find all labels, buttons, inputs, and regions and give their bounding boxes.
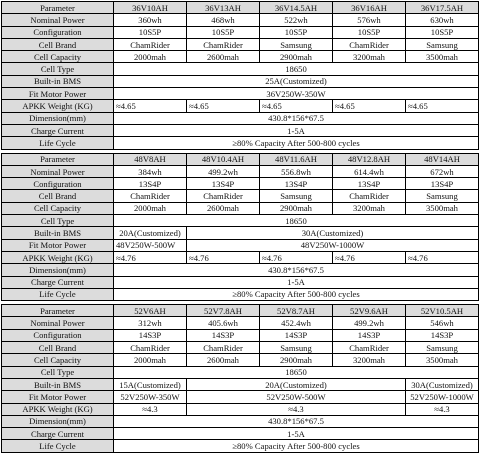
model-header: 36V10AH bbox=[114, 2, 187, 14]
model-header: 52V7.8AH bbox=[187, 305, 260, 317]
charge-current-row bbox=[2, 428, 479, 440]
weight-row bbox=[2, 403, 479, 415]
row-label: Cell Capacity bbox=[2, 202, 114, 214]
table-cell: 10S5P bbox=[187, 26, 260, 38]
table-cell: ChamRider bbox=[114, 38, 187, 50]
model-header: 48V14AH bbox=[406, 153, 479, 165]
table-header-row bbox=[2, 2, 479, 14]
param-header: Parameter bbox=[2, 305, 114, 317]
table-cell: Samsung bbox=[406, 342, 479, 354]
table-cell: 30A(Customized) bbox=[187, 227, 479, 239]
row-label: Dimension(mm) bbox=[2, 415, 114, 427]
table-cell: 18650 bbox=[114, 366, 479, 378]
param-header: Parameter bbox=[2, 153, 114, 165]
weight-row bbox=[2, 251, 479, 263]
row-label: Charge Current bbox=[2, 428, 114, 440]
table-cell: Samsung bbox=[260, 38, 333, 50]
nominal-power-row bbox=[2, 14, 479, 26]
table-cell: 10S5P bbox=[333, 26, 406, 38]
dimension-row bbox=[2, 264, 479, 276]
table-cell: 2600mah bbox=[187, 202, 260, 214]
table-cell: 2600mah bbox=[187, 51, 260, 63]
row-label: Cell Capacity bbox=[2, 51, 114, 63]
table-cell: 2900mah bbox=[260, 51, 333, 63]
table-cell: Samsung bbox=[406, 190, 479, 202]
table-cell: 52V250W-500W bbox=[187, 391, 406, 403]
table-cell: 2000mah bbox=[114, 354, 187, 366]
table-cell: ChamRider bbox=[114, 190, 187, 202]
table-cell: 499.2wh bbox=[187, 165, 260, 177]
table-cell: 672wh bbox=[406, 165, 479, 177]
spec-sheet bbox=[1, 1, 479, 453]
row-label: Dimension(mm) bbox=[2, 264, 114, 276]
motor-power-row bbox=[2, 88, 479, 100]
table-cell: 360wh bbox=[114, 14, 187, 26]
table-cell: 13S4P bbox=[260, 178, 333, 190]
table-cell: 20A(Customized) bbox=[187, 378, 406, 390]
table-cell: ChamRider bbox=[333, 190, 406, 202]
table-cell: ChamRider bbox=[187, 190, 260, 202]
table-cell: 499.2wh bbox=[333, 317, 406, 329]
model-header: 36V14.5AH bbox=[260, 2, 333, 14]
configuration-row bbox=[2, 178, 479, 190]
table-cell: 13S4P bbox=[187, 178, 260, 190]
cell-brand-row bbox=[2, 342, 479, 354]
table-cell: 2000mah bbox=[114, 51, 187, 63]
table-cell: 1-5A bbox=[114, 276, 479, 288]
model-header: 36V13AH bbox=[187, 2, 260, 14]
nominal-power-row bbox=[2, 165, 479, 177]
cell-capacity-row bbox=[2, 51, 479, 63]
cell-capacity-row bbox=[2, 202, 479, 214]
table-cell: 3200mah bbox=[333, 202, 406, 214]
row-label: Cell Brand bbox=[2, 38, 114, 50]
table-cell: 1-5A bbox=[114, 428, 479, 440]
table-header-row bbox=[2, 153, 479, 165]
table-cell: 14S3P bbox=[333, 329, 406, 341]
table-cell: ≥80% Capacity After 500-800 cycles bbox=[114, 137, 479, 149]
table-cell: 556.8wh bbox=[260, 165, 333, 177]
model-header: 48V12.8AH bbox=[333, 153, 406, 165]
table-cell: 36V250W-350W bbox=[114, 88, 479, 100]
table-cell: ≈4.65 bbox=[187, 100, 260, 112]
row-label: Dimension(mm) bbox=[2, 112, 114, 124]
table-cell: ≥80% Capacity After 500-800 cycles bbox=[114, 440, 479, 452]
table-cell: Samsung bbox=[406, 38, 479, 50]
table-cell: ≈4.76 bbox=[260, 251, 333, 263]
row-label: Cell Brand bbox=[2, 342, 114, 354]
row-label: Cell Capacity bbox=[2, 354, 114, 366]
table-cell: 468wh bbox=[187, 14, 260, 26]
table-cell: ≈4.76 bbox=[114, 251, 187, 263]
table-cell: Samsung bbox=[260, 342, 333, 354]
table-cell: 14S3P bbox=[406, 329, 479, 341]
table-cell: 10S5P bbox=[114, 26, 187, 38]
table-cell: ≈4.76 bbox=[333, 251, 406, 263]
model-header: 52V6AH bbox=[114, 305, 187, 317]
table-cell: ≈4.76 bbox=[406, 251, 479, 263]
row-label: APKK Weight (KG) bbox=[2, 100, 114, 112]
table-header-row bbox=[2, 305, 479, 317]
table-cell: 25A(Customized) bbox=[114, 75, 479, 87]
model-header: 36V17.5AH bbox=[406, 2, 479, 14]
dimension-row bbox=[2, 112, 479, 124]
table-cell: 14S3P bbox=[260, 329, 333, 341]
row-label: Life Cycle bbox=[2, 288, 114, 300]
table-cell: 30A(Customized) bbox=[406, 378, 479, 390]
table-cell: ≈4.76 bbox=[187, 251, 260, 263]
row-label: Life Cycle bbox=[2, 440, 114, 452]
row-label: Built-in BMS bbox=[2, 378, 114, 390]
table-cell: 630wh bbox=[406, 14, 479, 26]
table-cell: 3500mah bbox=[406, 354, 479, 366]
charge-current-row bbox=[2, 124, 479, 136]
row-label: APKK Weight (KG) bbox=[2, 251, 114, 263]
row-label: Configuration bbox=[2, 26, 114, 38]
table-cell: 52V250W-350W bbox=[114, 391, 187, 403]
cell-brand-row bbox=[2, 38, 479, 50]
row-label: APKK Weight (KG) bbox=[2, 403, 114, 415]
table-cell: ≈4.3 bbox=[114, 403, 187, 415]
life-cycle-row bbox=[2, 137, 479, 149]
table-cell: 13S4P bbox=[406, 178, 479, 190]
table-cell: 614.4wh bbox=[333, 165, 406, 177]
table-cell: 13S4P bbox=[114, 178, 187, 190]
model-header: 36V16AH bbox=[333, 2, 406, 14]
param-header: Parameter bbox=[2, 2, 114, 14]
table-cell: ChamRider bbox=[187, 342, 260, 354]
row-label: Built-in BMS bbox=[2, 227, 114, 239]
table-cell: ChamRider bbox=[187, 38, 260, 50]
spec-table-48v bbox=[1, 153, 479, 302]
table-cell: 3500mah bbox=[406, 51, 479, 63]
row-label: Fit Motor Power bbox=[2, 88, 114, 100]
table-cell: 3200mah bbox=[333, 51, 406, 63]
model-header: 48V11.6AH bbox=[260, 153, 333, 165]
table-cell: 15A(Customized) bbox=[114, 378, 187, 390]
row-label: Charge Current bbox=[2, 124, 114, 136]
row-label: Configuration bbox=[2, 329, 114, 341]
table-cell: 10S5P bbox=[260, 26, 333, 38]
table-cell: 430.8*156*67.5 bbox=[114, 415, 479, 427]
table-cell: 312wh bbox=[114, 317, 187, 329]
row-label: Built-in BMS bbox=[2, 75, 114, 87]
table-cell: ≈4.65 bbox=[260, 100, 333, 112]
cell-capacity-row bbox=[2, 354, 479, 366]
table-cell: ≈4.65 bbox=[333, 100, 406, 112]
table-cell: ≥80% Capacity After 500-800 cycles bbox=[114, 288, 479, 300]
table-cell: 2900mah bbox=[260, 354, 333, 366]
table-cell: 452.4wh bbox=[260, 317, 333, 329]
table-cell: ChamRider bbox=[333, 342, 406, 354]
cell-type-row bbox=[2, 63, 479, 75]
cell-brand-row bbox=[2, 190, 479, 202]
table-cell: ChamRider bbox=[114, 342, 187, 354]
table-cell: 52V250W-1000W bbox=[406, 391, 479, 403]
row-label: Cell Type bbox=[2, 215, 114, 227]
table-cell: 405.6wh bbox=[187, 317, 260, 329]
row-label: Nominal Power bbox=[2, 14, 114, 26]
spec-table-36v bbox=[1, 1, 479, 150]
table-cell: 14S3P bbox=[187, 329, 260, 341]
table-cell: 430.8*156*67.5 bbox=[114, 264, 479, 276]
table-cell: 3500mah bbox=[406, 202, 479, 214]
model-header: 52V10.5AH bbox=[406, 305, 479, 317]
table-cell: 522wh bbox=[260, 14, 333, 26]
table-cell: 576wh bbox=[333, 14, 406, 26]
row-label: Cell Type bbox=[2, 366, 114, 378]
motor-power-row bbox=[2, 391, 479, 403]
table-cell: ≈4.65 bbox=[114, 100, 187, 112]
model-header: 48V10.4AH bbox=[187, 153, 260, 165]
table-cell: 13S4P bbox=[333, 178, 406, 190]
table-cell: 430.8*156*67.5 bbox=[114, 112, 479, 124]
configuration-row bbox=[2, 26, 479, 38]
table-cell: 48V250W-500W bbox=[114, 239, 187, 251]
nominal-power-row bbox=[2, 317, 479, 329]
model-header: 48V8AH bbox=[114, 153, 187, 165]
table-cell: 546wh bbox=[406, 317, 479, 329]
table-cell: ≈4.3 bbox=[187, 403, 406, 415]
table-cell: 20A(Customized) bbox=[114, 227, 187, 239]
row-label: Charge Current bbox=[2, 276, 114, 288]
row-label: Fit Motor Power bbox=[2, 239, 114, 251]
row-label: Cell Type bbox=[2, 63, 114, 75]
table-cell: 14S3P bbox=[114, 329, 187, 341]
row-label: Nominal Power bbox=[2, 317, 114, 329]
bms-row bbox=[2, 378, 479, 390]
model-header: 52V8.7AH bbox=[260, 305, 333, 317]
table-cell: 3200mah bbox=[333, 354, 406, 366]
cell-type-row bbox=[2, 366, 479, 378]
table-cell: ≈4.65 bbox=[406, 100, 479, 112]
table-cell: 18650 bbox=[114, 215, 479, 227]
configuration-row bbox=[2, 329, 479, 341]
table-cell: 1-5A bbox=[114, 124, 479, 136]
row-label: Fit Motor Power bbox=[2, 391, 114, 403]
table-cell: 48V250W-1000W bbox=[187, 239, 479, 251]
bms-row bbox=[2, 227, 479, 239]
weight-row bbox=[2, 100, 479, 112]
table-cell: ChamRider bbox=[333, 38, 406, 50]
table-cell: ≈4.3 bbox=[406, 403, 479, 415]
life-cycle-row bbox=[2, 440, 479, 452]
charge-current-row bbox=[2, 276, 479, 288]
row-label: Configuration bbox=[2, 178, 114, 190]
dimension-row bbox=[2, 415, 479, 427]
table-cell: 2600mah bbox=[187, 354, 260, 366]
motor-power-row bbox=[2, 239, 479, 251]
model-header: 52V9.6AH bbox=[333, 305, 406, 317]
row-label: Nominal Power bbox=[2, 165, 114, 177]
bms-row bbox=[2, 75, 479, 87]
table-cell: 2900mah bbox=[260, 202, 333, 214]
cell-type-row bbox=[2, 215, 479, 227]
row-label: Life Cycle bbox=[2, 137, 114, 149]
life-cycle-row bbox=[2, 288, 479, 300]
spec-table-52v bbox=[1, 304, 479, 453]
table-cell: Samsung bbox=[260, 190, 333, 202]
row-label: Cell Brand bbox=[2, 190, 114, 202]
table-cell: 2000mah bbox=[114, 202, 187, 214]
table-cell: 18650 bbox=[114, 63, 479, 75]
table-cell: 384wh bbox=[114, 165, 187, 177]
table-cell: 10S5P bbox=[406, 26, 479, 38]
